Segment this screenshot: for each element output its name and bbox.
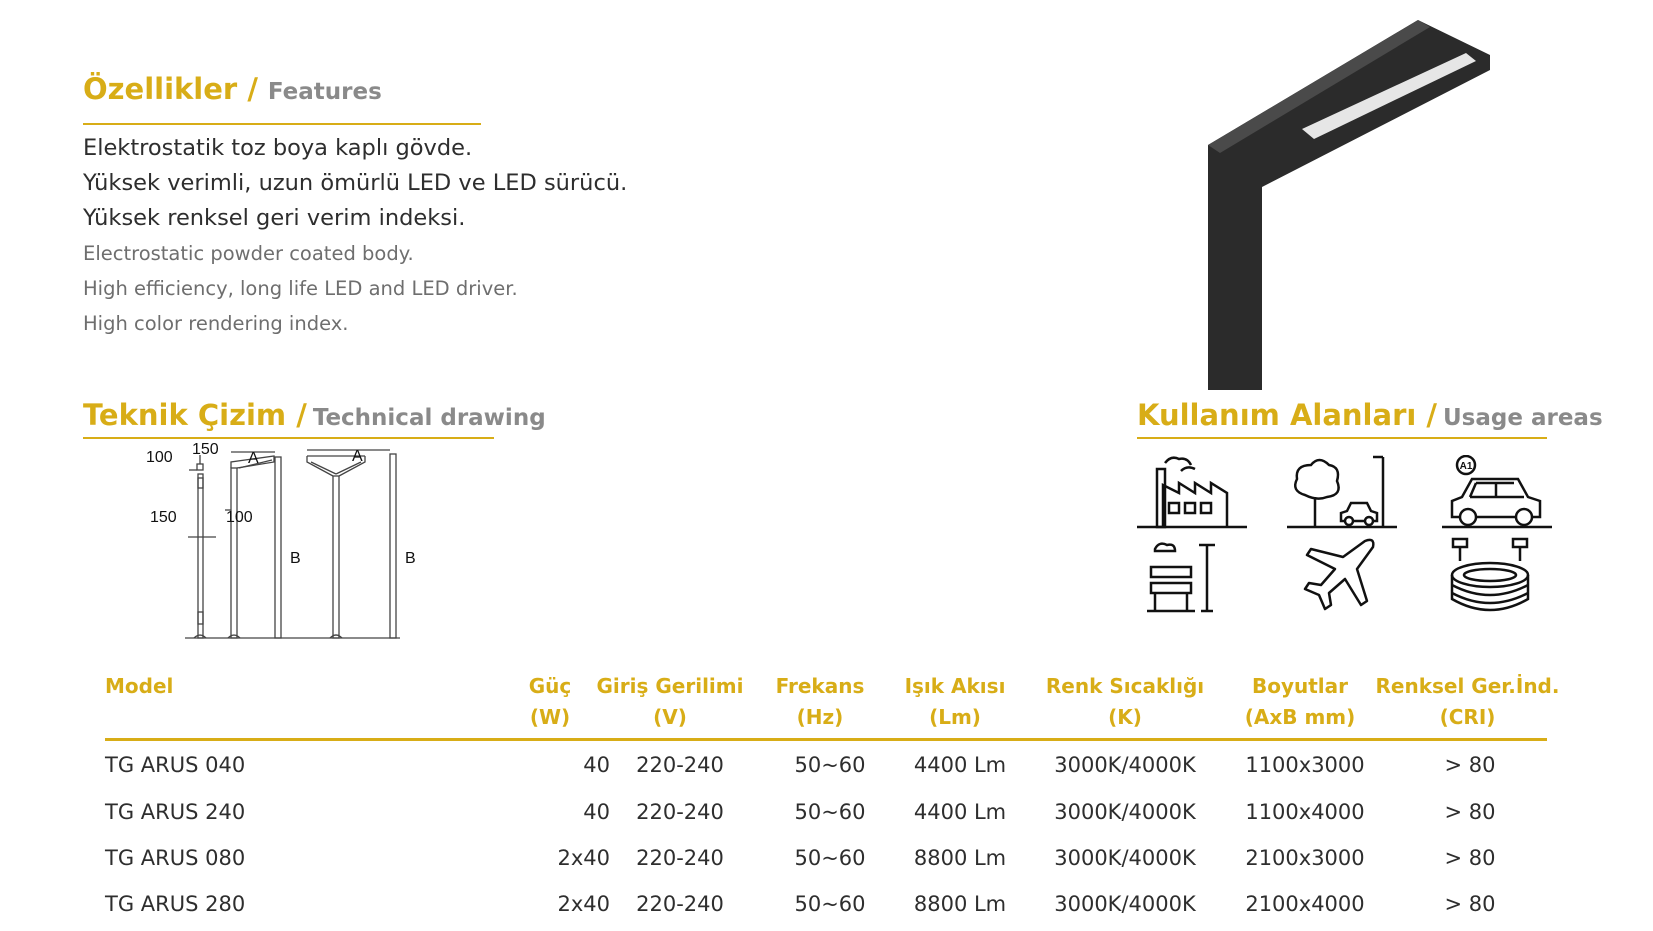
cell-lumen: 4400 Lm [913,753,1007,777]
cell-model: TG ARUS 080 [105,846,246,870]
side-head-profile [197,464,203,470]
airplane-icon [1295,535,1385,620]
feature-line-tr-3: Yüksek renksel geri verim indeksi. [83,205,466,231]
cell-model: TG ARUS 280 [105,892,246,916]
technical-drawing [140,440,440,675]
usage-title: Kullanım Alanları / [1137,398,1437,432]
header-power: Güç (W) [528,674,572,729]
cell-frequency: 50~60 [794,753,866,777]
dim-100-top: 100 [146,449,173,466]
cell-voltage: 220-240 [636,892,724,916]
features-title: Özellikler / [83,72,258,106]
cell-lumen: 8800 Lm [913,846,1007,870]
usage-heading [1137,398,1603,433]
cell-color-temp: 3000K/4000K [1054,800,1196,824]
dim-150-side: 150 [150,509,177,526]
cell-voltage: 220-240 [636,800,724,824]
technical-underline [83,437,494,439]
cell-color-temp: 3000K/4000K [1054,892,1196,916]
side-pole-cap [198,478,203,488]
dim-a-double: A [352,448,363,465]
header-lumen: Işık Akısı (Lm) [904,674,1006,729]
header-model: Model [105,674,174,698]
cell-voltage: 220-240 [636,846,724,870]
features-subtitle: Features [267,79,382,105]
stadium-icon [1445,535,1545,620]
double-pole [333,476,339,638]
single-pole [231,468,237,638]
technical-heading [83,398,546,433]
cell-voltage: 220-240 [636,753,724,777]
cell-model: TG ARUS 040 [105,753,246,777]
cell-cri: > 80 [1444,753,1496,777]
side-pole-door [198,612,203,624]
cell-color-temp: 3000K/4000K [1054,753,1196,777]
technical-title: Teknik Çizim / [83,398,307,432]
cell-lumen: 4400 Lm [913,800,1007,824]
product-pole-image [1190,15,1520,390]
park-bench-lamp-icon [1145,537,1245,617]
dim-a-single: A [248,450,259,467]
feature-line-tr-2: Yüksek verimli, uzun ömürlü LED ve LED sürücü. [83,170,628,196]
usage-subtitle: Usage areas [1443,405,1603,431]
cell-dimensions: 1100x4000 [1245,800,1365,824]
cell-dimensions: 2100x4000 [1245,892,1365,916]
cell-frequency: 50~60 [794,846,866,870]
cell-cri: > 80 [1444,892,1496,916]
a1-badge: A1 [1459,461,1473,472]
header-cri: Renksel Ger.İnd. (CRI) [1375,674,1560,729]
table-header-rule [105,738,1547,741]
usage-underline [1137,437,1547,439]
cell-cri: > 80 [1444,846,1496,870]
dim-b-single: B [290,550,301,567]
cell-power: 40 [583,753,610,777]
feature-line-tr-1: Elektrostatik toz boya kaplı gövde. [83,135,473,161]
side-pole [198,474,203,638]
dim-b-double: B [405,550,416,567]
technical-subtitle: Technical drawing [312,405,546,431]
cell-power: 40 [583,800,610,824]
car-a1-icon [1440,455,1555,530]
cell-power: 2x40 [557,846,610,870]
header-voltage: Giriş Gerilimi (V) [596,674,744,729]
cell-dimensions: 2100x3000 [1245,846,1365,870]
cell-lumen: 8800 Lm [913,892,1007,916]
cell-color-temp: 3000K/4000K [1054,846,1196,870]
dim-100-side: 100 [226,509,253,526]
header-dimensions: Boyutlar (AxB mm) [1244,674,1356,729]
cell-model: TG ARUS 240 [105,800,246,824]
features-underline [83,123,481,125]
feature-line-en-3: High color rendering index. [83,312,349,335]
park-road-icon [1285,455,1400,530]
cell-frequency: 50~60 [794,800,866,824]
cell-dimensions: 1100x3000 [1245,753,1365,777]
feature-line-en-1: Electrostatic powder coated body. [83,242,414,265]
feature-line-en-2: High efficiency, long life LED and LED driver. [83,277,518,300]
dim-150-top: 150 [192,441,219,458]
header-frequency: Frekans (Hz) [775,674,865,729]
cell-frequency: 50~60 [794,892,866,916]
cell-power: 2x40 [557,892,610,916]
features-heading [83,72,382,107]
factory-icon [1135,455,1250,530]
header-color-temp: Renk Sıcaklığı (K) [1045,674,1205,729]
cell-cri: > 80 [1444,800,1496,824]
